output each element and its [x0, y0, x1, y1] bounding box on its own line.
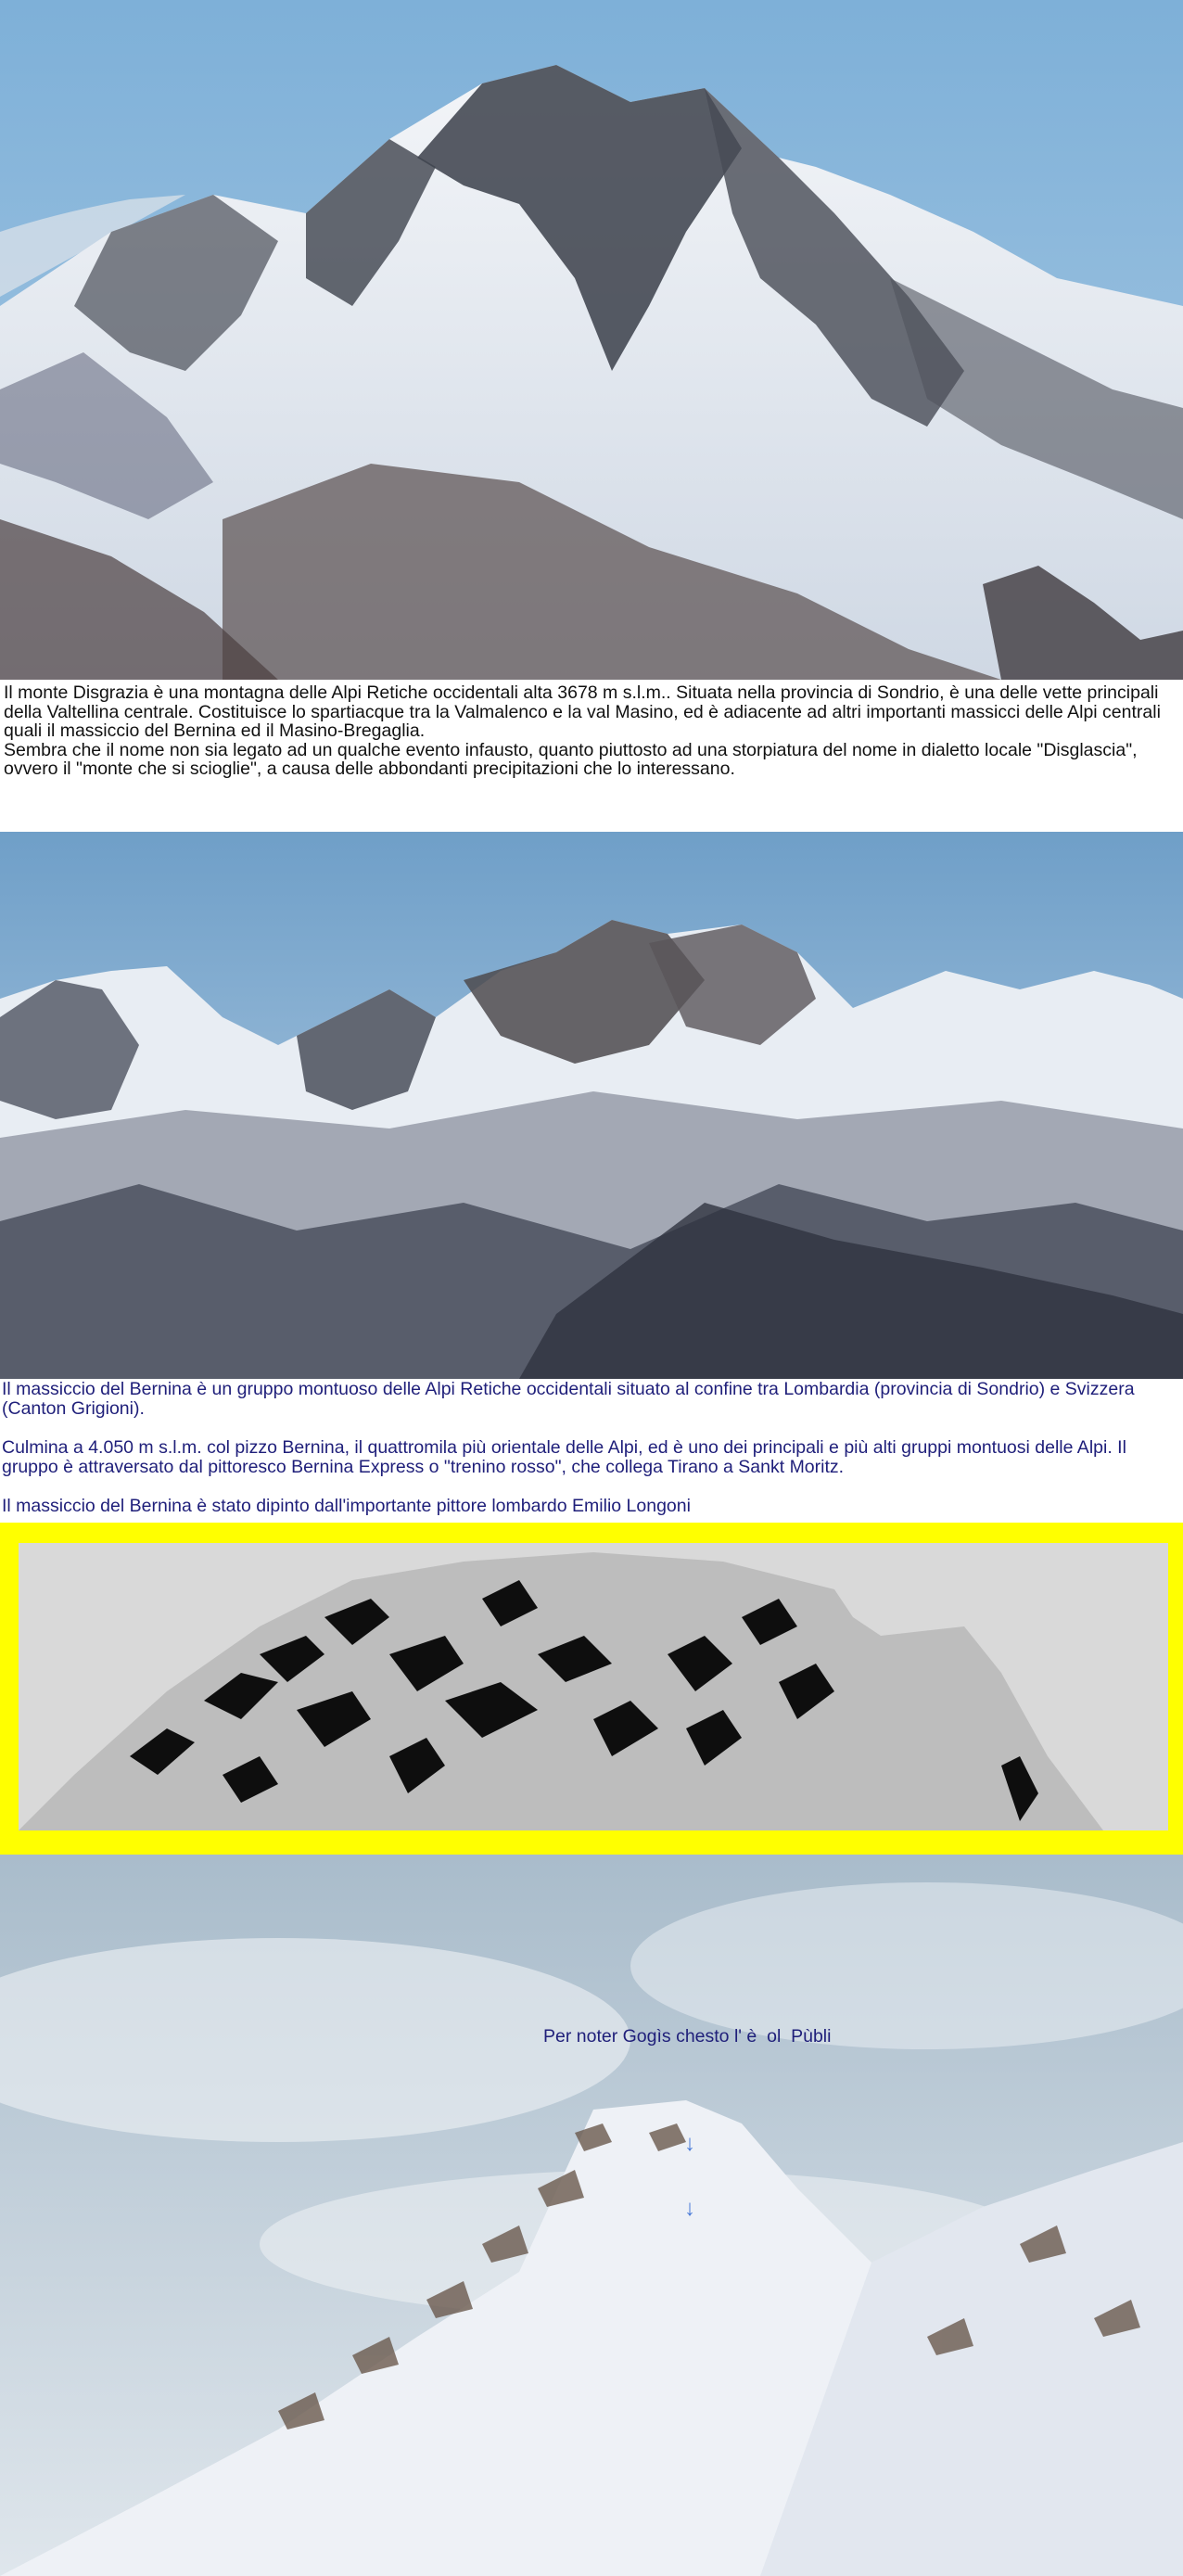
snow-ridge-photo [19, 1543, 1168, 1830]
annotation-text: Per noter Gogìs chesto l' è ol Pùbli [543, 2026, 832, 2047]
bernina-photo [0, 832, 1183, 1379]
bernina-paragraph-3: Il massiccio del Bernina è stato dipinto dall'importante pittore lombardo Emilio Longoni [2, 1496, 691, 1516]
bernina-paragraph-1: Il massiccio del Bernina è un gruppo montuoso delle Alpi Retiche occidentali situato al confine tra Lombardia (provincia di Sondrio) e Svizzera (Canton Grigioni). [2, 1379, 1135, 1419]
bernina-paragraph-2: Culmina a 4.050 m s.l.m. col pizzo Bernina, il quattromila più orientale delle Alpi, ed è uno dei principali e più alti gruppi montuosi delle Alpi. Il gruppo è attraversato dal pittoresco Bernina Express o "trenino rosso", che collega Tirano a Sankt Moritz. [2, 1437, 1126, 1477]
bernina-description [2, 1380, 1183, 1536]
disgrazia-paragraph-1: Il monte Disgrazia è una montagna delle Alpi Retiche occidentali alta 3678 m s.l.m.. Situata nella provincia di Sondrio, è una delle vette principali della Valtellina centrale. Costituisce lo spartiacque tra la Valmalenco e la val Masino, ed è adiacente ad altri importanti massicci delle Alpi centrali quali il massiccio del Bernina ed il Masino-Bregaglia. [4, 682, 1161, 741]
summit-annotation [543, 1983, 831, 2284]
arrow-down-icon: ↓ [684, 2131, 695, 2156]
disgrazia-photo [0, 0, 1183, 680]
disgrazia-description [4, 683, 1179, 779]
disgrazia-paragraph-2: Sembra che il nome non sia legato ad un qualche evento infausto, quanto piuttosto ad una storpiatura del nome in dialetto locale "Disglascia", ovvero il "monte che si scioglie", a causa delle abbondanti precipitazioni che lo interessano. [4, 739, 1138, 779]
arrow-down-icon: ↓ [684, 2196, 695, 2221]
